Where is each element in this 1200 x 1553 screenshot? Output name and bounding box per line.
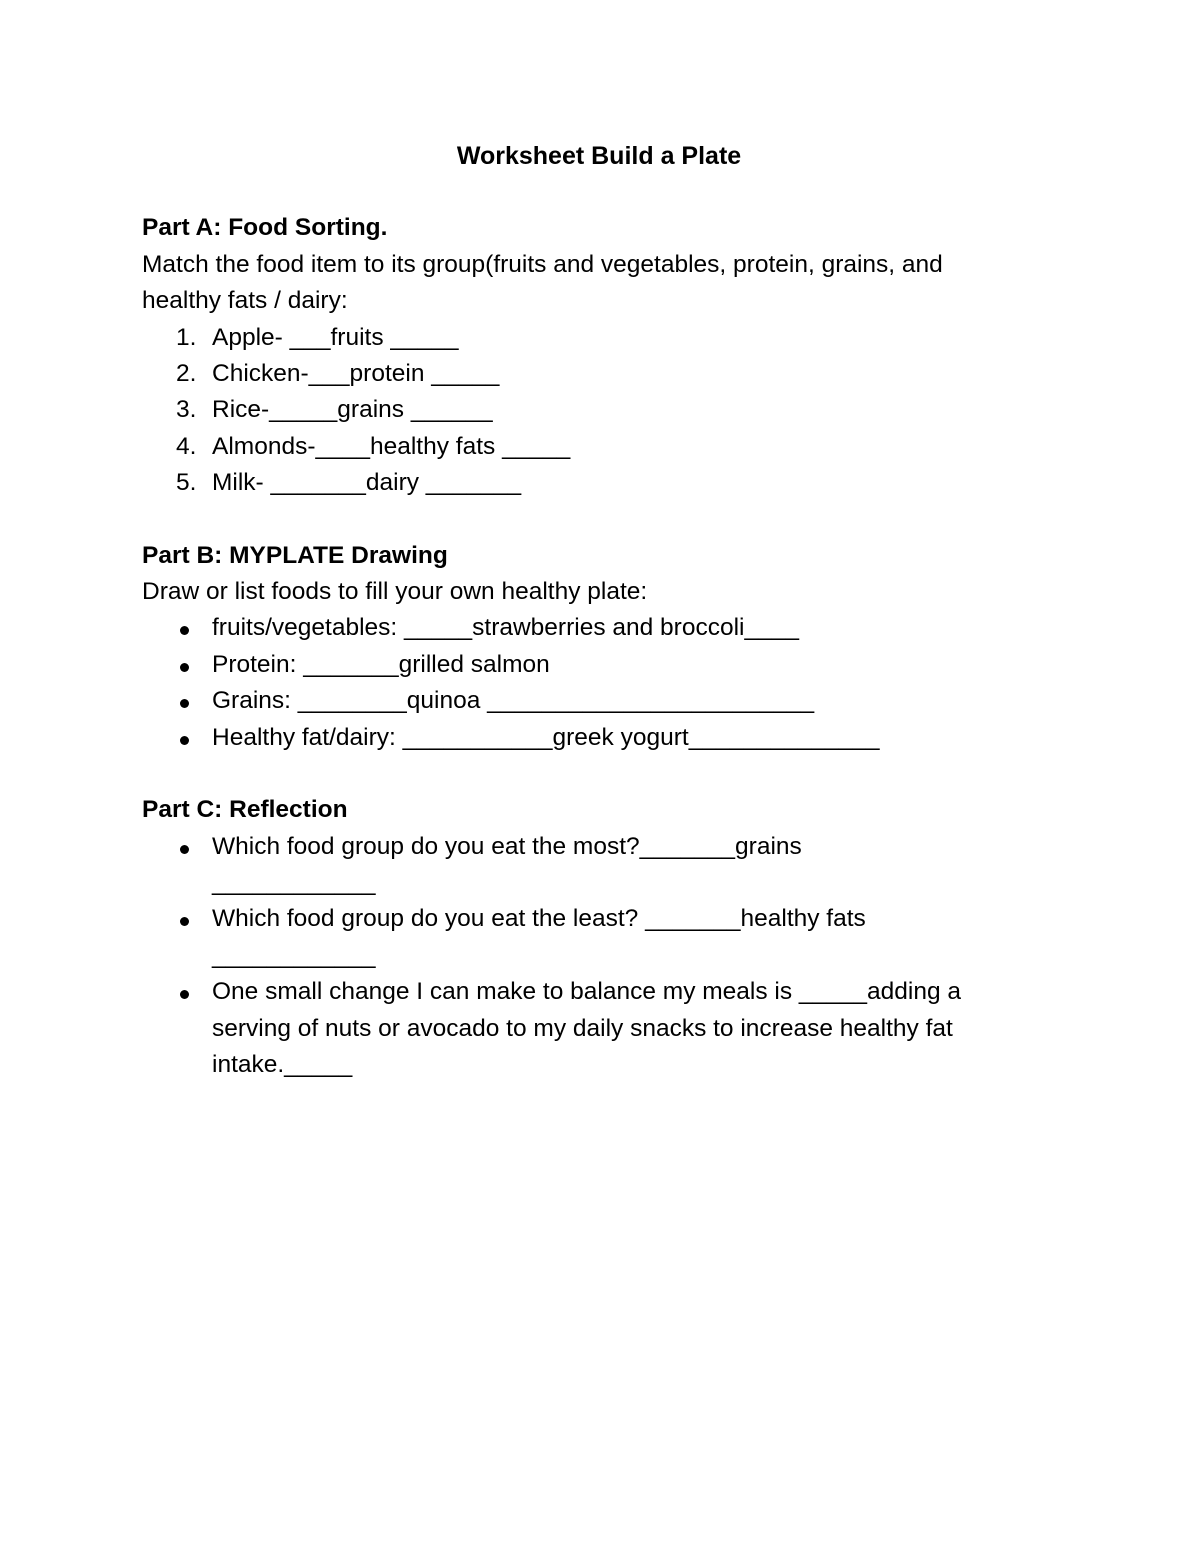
list-item <box>142 610 1062 646</box>
list-item <box>142 901 1062 974</box>
page-title: Worksheet Build a Plate <box>456 142 742 170</box>
item-number: 4. <box>176 432 197 460</box>
list-item <box>142 974 1062 1083</box>
item-text: Milk- _______dairy _______ <box>212 469 522 497</box>
item-text: Apple- ___fruits _____ <box>212 323 459 351</box>
bullet-icon <box>180 917 189 926</box>
answer-blank: ____________ <box>212 868 376 896</box>
item-text: Chicken-___protein _____ <box>212 360 500 388</box>
list-item <box>142 829 1062 902</box>
list-item <box>142 429 1062 465</box>
item-text-continued: serving of nuts or avocado to my daily snacks to increase healthy fat <box>212 1014 953 1042</box>
item-text: Grains: ________quinoa ________________________ <box>212 687 815 715</box>
item-number: 2. <box>176 360 197 388</box>
item-text: Almonds-____healthy fats _____ <box>212 432 571 460</box>
item-number: 5. <box>176 469 197 497</box>
list-item <box>142 720 1062 756</box>
part-a-instructions-line2: healthy fats / dairy: <box>142 287 348 315</box>
item-text: Protein: _______grilled salmon <box>212 650 550 678</box>
item-text: Which food group do you eat the least? _______healthy fats <box>212 905 866 933</box>
myplate-list <box>142 610 1062 756</box>
item-number: 1. <box>176 323 197 351</box>
section-spacer <box>142 502 1062 538</box>
item-text-end: intake._____ <box>212 1050 353 1078</box>
bullet-icon <box>180 845 189 854</box>
part-c-heading: Part C: Reflection <box>142 796 348 824</box>
part-b-instructions: Draw or list foods to fill your own healthy plate: <box>142 578 648 606</box>
part-a-heading: Part A: Food Sorting. <box>142 214 388 242</box>
bullet-icon <box>180 699 189 708</box>
list-item <box>142 647 1062 683</box>
item-text: Rice-_____grains ______ <box>212 396 493 424</box>
bullet-icon <box>180 663 189 672</box>
bullet-icon <box>180 736 189 745</box>
reflection-list <box>142 829 1062 1084</box>
item-text: Healthy fat/dairy: ___________greek yogurt______________ <box>212 723 880 751</box>
item-number: 3. <box>176 396 197 424</box>
part-a-instructions-line1: Match the food item to its group(fruits and vegetables, protein, grains, and <box>142 250 943 278</box>
food-sorting-list <box>142 320 1062 502</box>
answer-blank: ____________ <box>212 941 376 969</box>
worksheet-page <box>142 138 1062 1083</box>
list-item <box>142 356 1062 392</box>
list-item <box>142 392 1062 428</box>
bullet-icon <box>180 990 189 999</box>
item-text: Which food group do you eat the most?_______grains <box>212 832 802 860</box>
item-text: One small change I can make to balance my meals is _____adding a <box>212 978 962 1006</box>
bullet-icon <box>180 626 189 635</box>
list-item <box>142 320 1062 356</box>
part-b-heading: Part B: MYPLATE Drawing <box>142 541 448 569</box>
list-item <box>142 465 1062 501</box>
list-item <box>142 683 1062 719</box>
item-text: fruits/vegetables: _____strawberries and broccoli____ <box>212 614 799 642</box>
section-spacer <box>142 756 1062 792</box>
